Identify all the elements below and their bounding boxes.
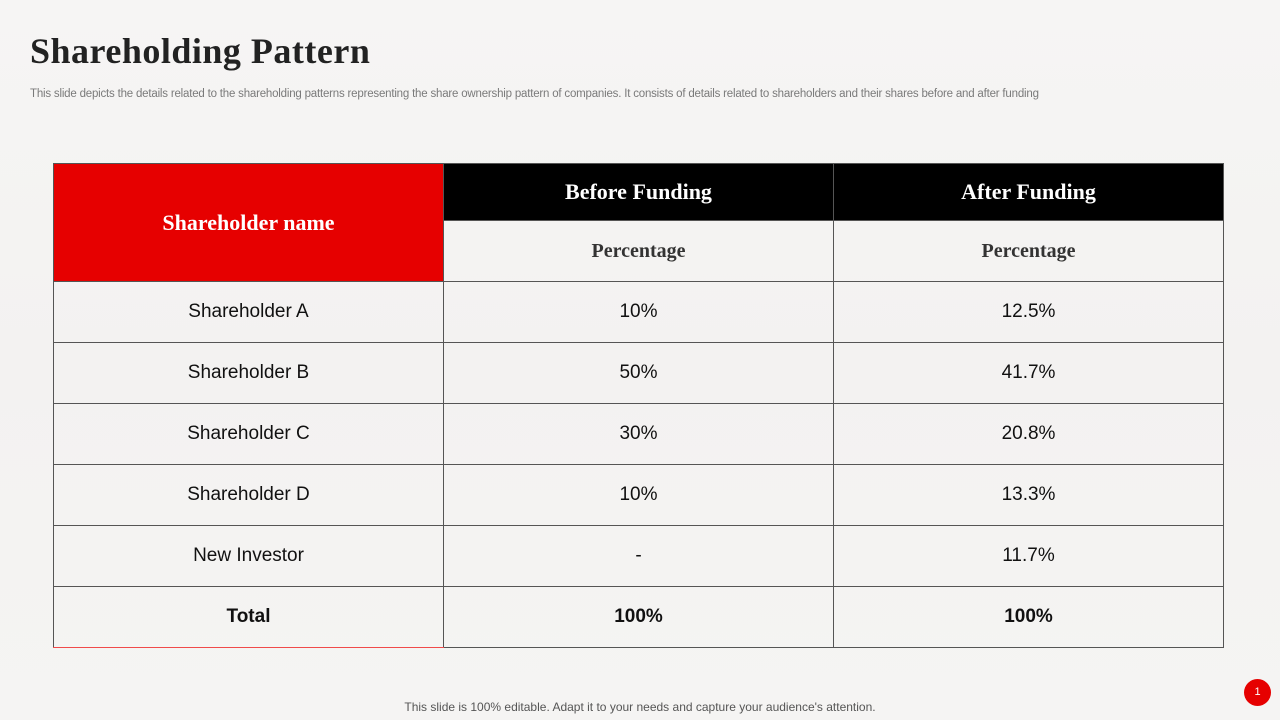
shareholder-name-cell: Shareholder A — [54, 282, 444, 343]
before-funding-cell: - — [444, 526, 834, 587]
after-funding-cell: 12.5% — [834, 282, 1224, 343]
table-header-row — [54, 164, 1224, 221]
shareholding-table — [53, 163, 1224, 648]
after-funding-cell: 20.8% — [834, 404, 1224, 465]
before-percentage-header: Percentage — [444, 221, 834, 282]
slide-subtitle: This slide depicts the details related to the shareholding patterns representing the share ownership pattern of companies. It consists of details related to shareholders and their shares before and after funding — [30, 88, 1039, 100]
before-funding-cell: 50% — [444, 343, 834, 404]
after-funding-cell: 41.7% — [834, 343, 1224, 404]
after-funding-cell: 11.7% — [834, 526, 1224, 587]
total-label-cell: Total — [54, 587, 444, 648]
page-number-badge: 1 — [1244, 679, 1271, 706]
total-row — [54, 587, 1224, 648]
shareholder-name-cell: New Investor — [54, 526, 444, 587]
table-row — [54, 465, 1224, 526]
before-funding-cell: 30% — [444, 404, 834, 465]
before-funding-cell: 10% — [444, 282, 834, 343]
before-funding-header: Before Funding — [444, 164, 834, 221]
before-funding-cell: 10% — [444, 465, 834, 526]
table-row — [54, 526, 1224, 587]
shareholder-name-cell: Shareholder C — [54, 404, 444, 465]
total-before-cell: 100% — [444, 587, 834, 648]
footer-note: This slide is 100% editable. Adapt it to your needs and capture your audience's attention. — [404, 700, 876, 714]
shareholder-name-header: Shareholder name — [54, 164, 444, 282]
shareholder-name-cell: Shareholder B — [54, 343, 444, 404]
table-row — [54, 404, 1224, 465]
total-after-cell: 100% — [834, 587, 1224, 648]
table-row — [54, 343, 1224, 404]
slide-title: Shareholding Pattern — [30, 31, 371, 71]
after-funding-cell: 13.3% — [834, 465, 1224, 526]
table-row — [54, 282, 1224, 343]
after-percentage-header: Percentage — [834, 221, 1224, 282]
shareholder-name-cell: Shareholder D — [54, 465, 444, 526]
after-funding-header: After Funding — [834, 164, 1224, 221]
